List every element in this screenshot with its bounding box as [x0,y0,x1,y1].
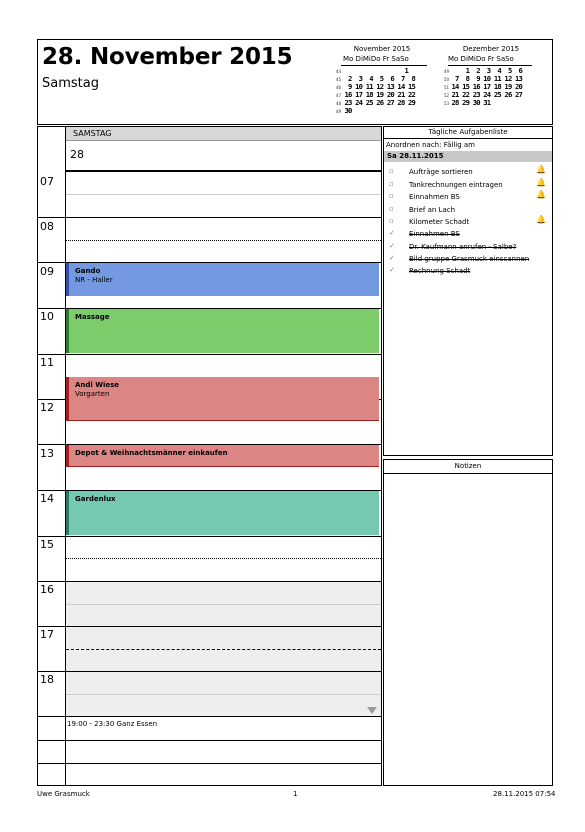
mini-calendar-row: 28 29 30 31 [448,98,491,107]
event-title: Gando [75,267,101,275]
hour-line [37,354,382,355]
hour-line [37,536,382,537]
task-checkbox[interactable]: ▫ [389,217,394,225]
hour-line [37,581,382,582]
mini-calendar-weekday-header: Mo DiMiDo Fr SaSo [343,55,409,63]
task-checkbox[interactable]: ▫ [389,180,394,188]
mini-calendar-row: 9 10 11 12 13 14 15 [341,82,416,91]
task-item[interactable]: Brief an Lach [409,206,456,214]
hour-line [37,763,382,764]
week-number: 49 [336,109,342,114]
task-item[interactable]: Tankrechnungen eintragen [409,181,503,189]
mini-calendar-row: 2 3 4 5 6 7 8 [341,74,416,83]
weekday-label: Samstag [42,76,99,91]
week-number: 49 [444,69,450,74]
half-hour-line [66,194,381,195]
hour-label: 11 [40,356,54,369]
hour-line [37,740,382,741]
reminder-bell-icon: 🔔 [536,215,546,224]
event-block[interactable] [66,263,379,296]
task-checkbox-checked[interactable]: ✓ [389,242,395,250]
hour-line [37,716,382,717]
half-hour-line [66,604,381,605]
task-item[interactable]: Kilometer Schadt [409,218,470,226]
week-number: 51 [444,85,450,90]
event-title: Massage [75,313,110,321]
tasks-sort-label: Anordnen nach: Fällig am [386,141,475,149]
week-number: 44 [336,69,342,74]
task-group-label: Sa 28.11.2015 [387,152,444,160]
mini-calendar-row: 1 2 3 4 5 6 [448,66,523,75]
mini-calendar-row: 7 8 9 10 11 12 13 [448,74,523,83]
task-checkbox[interactable]: ▫ [389,167,394,175]
mini-calendar-weekday-header: Mo DiMiDo Fr SaSo [448,55,514,63]
evening-note: 19:00 - 23:30 Ganz Essen [67,720,158,728]
footer-print-timestamp: 28.11.2015 07:54 [493,790,556,798]
reminder-bell-icon: 🔔 [536,165,546,174]
event-title: Gardenlux [75,495,116,503]
tasks-title: Tägliche Aufgabenliste [428,128,508,136]
hour-label: 12 [40,401,54,414]
half-hour-line [66,694,381,695]
event-block[interactable] [66,491,379,535]
event-title: Depot & Weihnachtsmänner einkaufen [75,449,228,457]
footer-page-number: 1 [293,790,298,798]
hour-label: 08 [40,220,54,233]
reminder-bell-icon: 🔔 [536,190,546,199]
task-item-done[interactable]: Dr. Kaufmann anrufen - Salbe? [409,243,517,251]
day-header-bar [66,127,381,141]
day-number: 28 [70,148,84,161]
week-number: 45 [336,77,342,82]
reminder-bell-icon: 🔔 [536,178,546,187]
hour-label: 07 [40,175,54,188]
event-block[interactable] [66,445,379,467]
mini-calendar-title: November 2015 [353,45,411,53]
tasks-title-rule [383,138,553,139]
task-checkbox-checked[interactable]: ✓ [389,229,395,237]
mini-calendar-row: 14 15 16 17 18 19 20 [448,82,523,91]
hour-line [37,626,382,627]
day-header-label: SAMSTAG [73,129,112,138]
event-title: Andi Wiese [75,381,120,389]
event-subtitle: NR - Haller [75,276,113,284]
mini-calendar-title: Dezember 2015 [462,45,520,53]
hour-label: 13 [40,447,54,460]
mini-calendar-november [335,46,429,118]
week-number: 52 [444,93,450,98]
task-checkbox-checked[interactable]: ✓ [389,266,395,274]
footer-author: Uwe Grasmuck [37,790,90,798]
hour-label: 09 [40,265,54,278]
event-block[interactable] [66,377,379,421]
week-number: 47 [336,93,342,98]
hour-label: 14 [40,492,54,505]
event-subtitle: Vorgarten [75,390,110,398]
hour-line [37,217,382,218]
day-header-bottom [65,170,382,172]
task-checkbox[interactable]: ▫ [389,192,394,200]
notes-title: Notizen [454,462,482,470]
hour-label: 18 [40,673,54,686]
notes-frame [383,459,553,786]
week-number: 50 [444,77,450,82]
half-hour-line [66,649,381,650]
week-number: 48 [336,101,342,106]
week-number: 46 [336,85,342,90]
hour-label: 10 [40,310,54,323]
hour-label: 15 [40,538,54,551]
mini-calendar-row: 23 24 25 26 27 28 29 [341,98,416,107]
event-block[interactable] [66,309,379,353]
mini-calendar-row: 1 [341,66,409,75]
half-hour-line [66,240,381,241]
notes-title-rule [383,473,553,474]
page-title: 28. November 2015 [42,44,293,70]
hour-line [37,671,382,672]
task-item-done[interactable]: Rechnung Schadt [409,267,471,275]
task-item[interactable]: Aufträge sortieren [409,168,473,176]
task-checkbox[interactable]: ▫ [389,205,394,213]
hour-label: 16 [40,583,54,596]
task-item[interactable]: Einnahmen BS [409,193,460,201]
mini-calendar-row: 30 [341,106,352,115]
hour-label: 17 [40,628,54,641]
task-item-done[interactable]: Einnahmen BS [409,230,460,238]
half-hour-line [66,558,381,559]
more-events-arrow-icon[interactable] [367,707,377,714]
task-item-done[interactable]: Bild gruppe Grasmuck einscannen [409,255,530,263]
week-number: 53 [444,101,450,106]
task-checkbox-checked[interactable]: ✓ [389,254,395,262]
mini-calendar-december [444,46,538,118]
mini-calendar-row: 21 22 23 24 25 26 27 [448,90,523,99]
mini-calendar-row: 16 17 18 19 20 21 22 [341,90,416,99]
